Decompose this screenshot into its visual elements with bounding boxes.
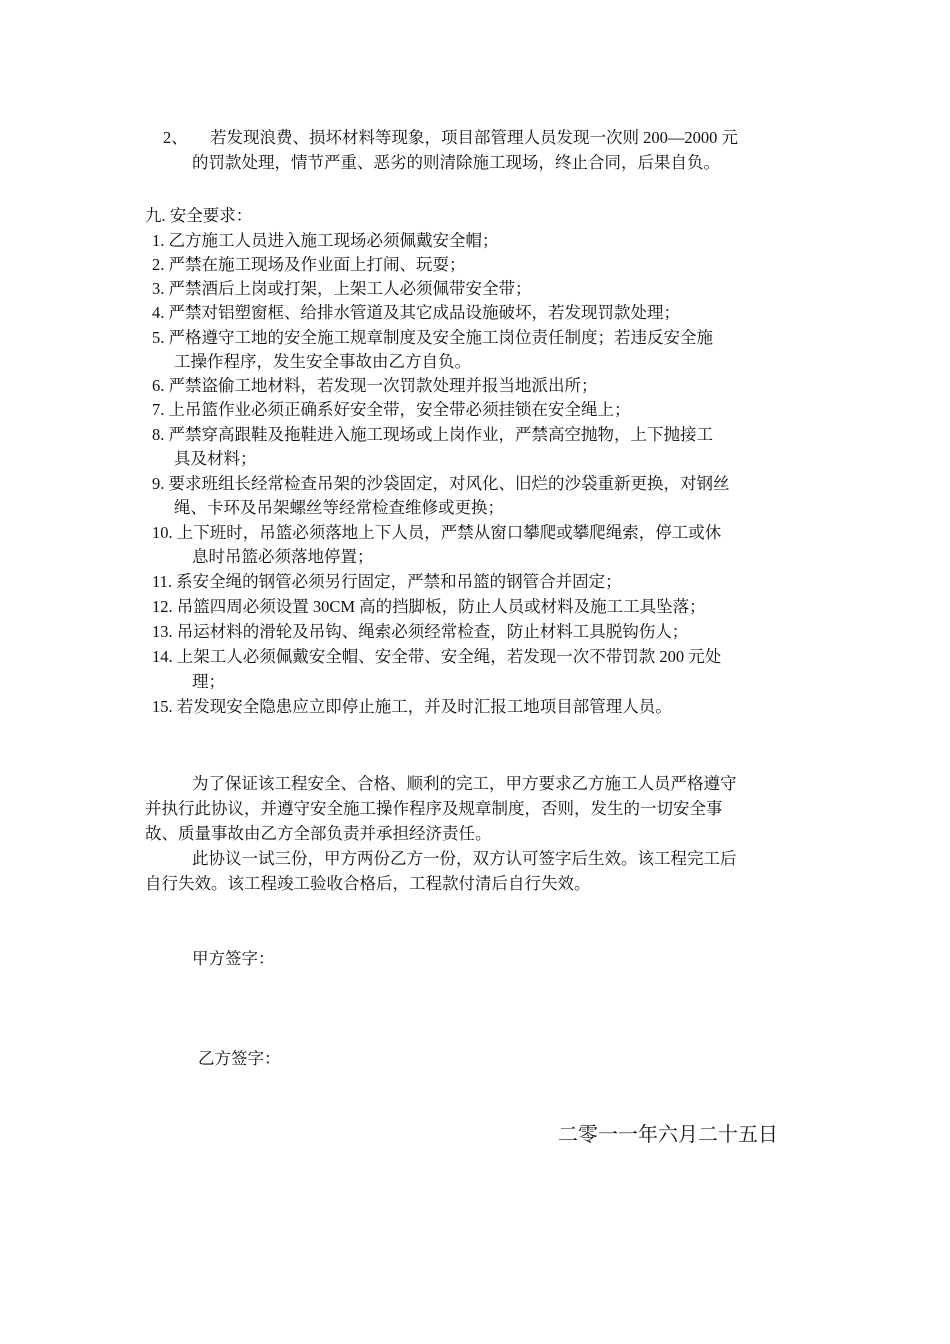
list-item-number: 6. <box>152 376 165 395</box>
list-item-number: 7. <box>152 400 165 419</box>
list-item <box>152 695 672 719</box>
list-item <box>152 398 631 422</box>
item-2-number: 2、 <box>163 128 188 147</box>
list-item-number: 10. <box>152 523 173 542</box>
party-b-signature-label: 乙方签字： <box>198 1049 281 1068</box>
item-2-line-2: 的罚款处理，情节严重、恶劣的则清除施工现场，终止合同，后果自负。 <box>192 153 720 172</box>
list-item-text: 要求班组长经常检查吊架的沙袋固定，对风化、旧烂的沙袋重新更换，对钢丝 <box>168 474 730 493</box>
list-item <box>152 301 680 325</box>
list-item-number: 3. <box>152 279 165 298</box>
list-item-number: 8. <box>152 425 165 444</box>
list-item <box>152 521 721 545</box>
list-item-continuation: 绳、卡环及吊架螺丝等经常检查维修或更换； <box>174 498 504 517</box>
list-item <box>152 253 466 277</box>
list-item-text: 严禁盗偷工地材料，若发现一次罚款处理并报当地派出所； <box>168 376 598 395</box>
list-item <box>152 374 598 398</box>
list-item-number: 15. <box>152 697 173 716</box>
list-item-text: 严格遵守工地的安全施工规章制度及安全施工岗位责任制度；若违反安全施 <box>168 328 713 347</box>
item-2-line-1: 若发现浪费、损坏材料等现象，项目部管理人员发现一次则 200—2000 元 <box>210 128 738 147</box>
list-item <box>152 326 713 350</box>
list-item-text: 严禁酒后上岗或打架，上架工人必须佩带安全带； <box>168 279 532 298</box>
list-item <box>152 229 499 253</box>
list-item-text: 严禁在施工现场及作业面上打闹、玩耍； <box>168 255 466 274</box>
list-item-continuation: 理； <box>192 672 225 691</box>
list-item-continuation: 具及材料； <box>174 449 257 468</box>
list-item-text: 上架工人必须佩戴安全帽、安全带、安全绳，若发现一次不带罚款 200 元处 <box>176 647 722 666</box>
list-item-number: 5. <box>152 328 165 347</box>
list-item <box>152 277 532 301</box>
list-item-number: 9. <box>152 474 165 493</box>
list-item-number: 1. <box>152 231 165 250</box>
list-item-number: 11. <box>152 572 173 591</box>
list-item-number: 14. <box>152 647 173 666</box>
list-item-text: 乙方施工人员进入施工现场必须佩戴安全帽； <box>168 231 499 250</box>
list-item-continuation: 息时吊篮必须落地停置； <box>192 547 374 566</box>
list-item-text: 若发现安全隐患应立即停止施工，并及时汇报工地项目部管理人员。 <box>176 697 672 716</box>
list-item <box>152 595 706 619</box>
list-item-text: 严禁穿高跟鞋及拖鞋进入施工现场或上岗作业，严禁高空抛物，上下抛接工 <box>168 425 713 444</box>
closing-paragraph-2-line-1: 此协议一试三份，甲方两份乙方一份，双方认可签字后生效。该工程完工后 <box>192 849 737 868</box>
party-a-signature-label: 甲方签字： <box>192 949 275 968</box>
list-item <box>152 620 688 644</box>
closing-paragraph-1-line-1: 为了保证该工程安全、合格、顺利的完工，甲方要求乙方施工人员严格遵守 <box>192 774 737 793</box>
section-9-heading: 九. 安全要求： <box>145 206 253 225</box>
list-item <box>152 645 721 669</box>
list-item-text: 严禁对铝塑窗框、给排水管道及其它成品设施破坏，若发现罚款处理； <box>168 303 680 322</box>
closing-paragraph-1-line-3: 故、质量事故由乙方全部负责并承担经济责任。 <box>145 824 492 843</box>
list-item-continuation: 工操作程序，发生安全事故由乙方自负。 <box>174 352 471 371</box>
list-item-number: 2. <box>152 255 165 274</box>
closing-paragraph-1-line-2: 并执行此协议，并遵守安全施工操作程序及规章制度，否则，发生的一切安全事 <box>145 799 723 818</box>
list-item-text: 上下班时，吊篮必须落地上下人员，严禁从窗口攀爬或攀爬绳索，停工或休 <box>176 523 722 542</box>
document-date: 二零一一年六月二十五日 <box>558 1124 778 1146</box>
list-item-number: 12. <box>152 597 173 616</box>
list-item <box>152 570 622 594</box>
list-item <box>152 423 713 447</box>
list-item-number: 13. <box>152 622 173 641</box>
list-item <box>152 472 730 496</box>
list-item-text: 吊篮四周必须设置 30CM 高的挡脚板，防止人员或材料及施工工具坠落； <box>176 597 706 616</box>
closing-paragraph-2-line-2: 自行失效。该工程竣工验收合格后，工程款付清后自行失效。 <box>145 874 591 893</box>
list-item-number: 4. <box>152 303 165 322</box>
list-item-text: 上吊篮作业必须正确系好安全带，安全带必须挂锁在安全绳上； <box>168 400 631 419</box>
list-item-text: 系安全绳的钢管必须另行固定，严禁和吊篮的钢管合并固定； <box>176 572 622 591</box>
list-item-text: 吊运材料的滑轮及吊钩、绳索必须经常检查，防止材料工具脱钩伤人； <box>176 622 689 641</box>
